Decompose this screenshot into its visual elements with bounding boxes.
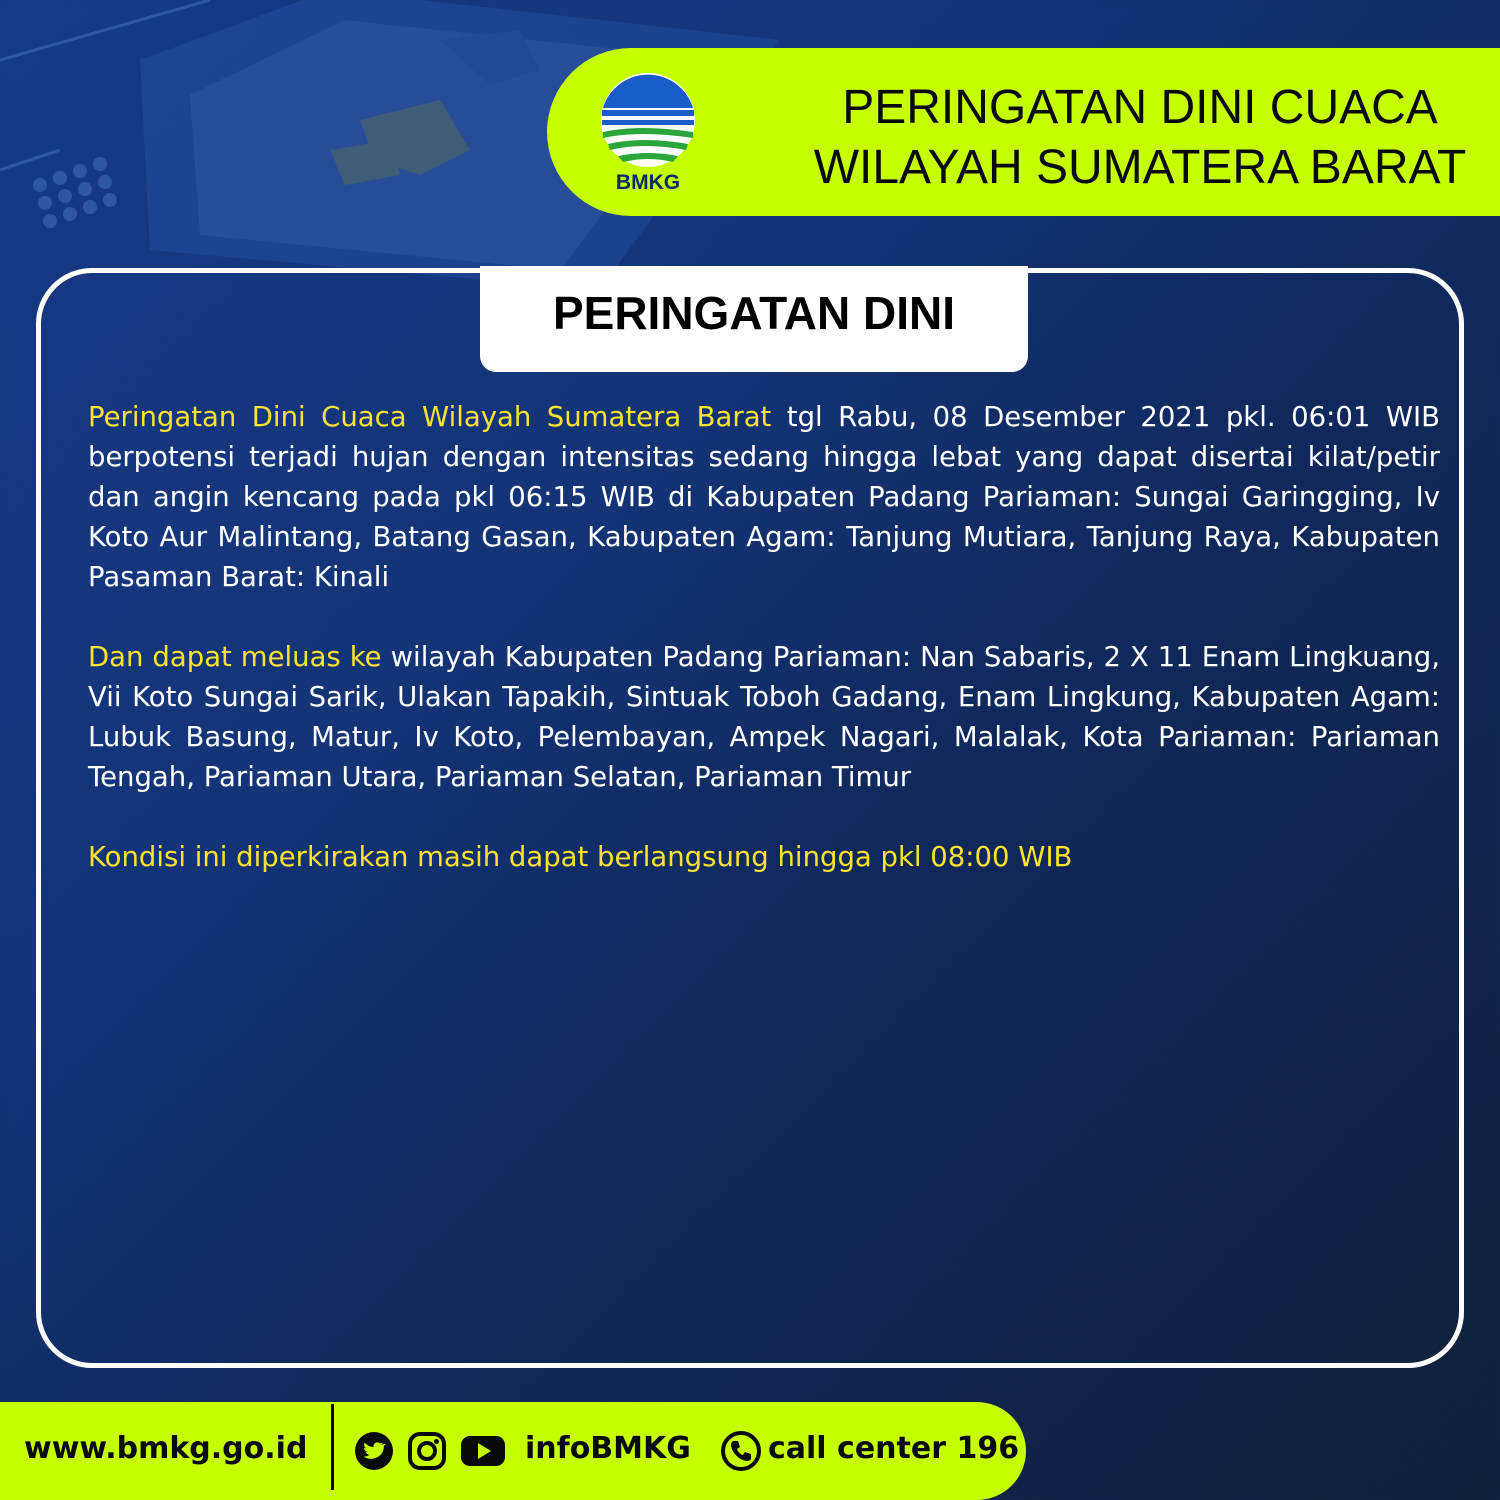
header-title-line2: WILAYAH SUMATERA BARAT — [813, 141, 1467, 194]
bmkg-logo — [598, 68, 698, 198]
paragraph-2-text: wilayah Kabupaten Padang Pariaman: Nan Sabaris, 2 X 11 Enam Lingkuang, Vii Koto Sungai Sarik, Ulakan Tapakih, Sintuak Toboh Gadang, Enam Lingkung, Kabupaten Agam: Lubuk Basung, Matur, Iv Koto, Pelembayan, Ampek Nagari, Malalak, Kota Pariaman: Pariaman Tengah, Pariaman Utara, Pariaman Selatan, Pariaman Timur — [88, 641, 1440, 793]
social-handle[interactable]: infoBMKG — [525, 1431, 691, 1466]
phone-icon[interactable] — [721, 1431, 761, 1471]
header-title — [800, 78, 1480, 198]
paragraph-1-text: tgl Rabu, 08 Desember 2021 pkl. 06:01 WIB berpotensi terjadi hujan dengan intensitas sedang hingga lebat yang dapat disertai kilat/petir dan angin kencang pada pkl 06:15 WIB di Kabupaten Padang Pariaman: Sungai Garingging, Iv Koto Aur Malintang, Batang Gasan, Kabupaten Agam: Tanjung Mutiara, Tanjung Raya, Kabupaten Pasaman Barat: Kinali — [88, 401, 1440, 593]
warning-paragraph-1 — [88, 397, 1440, 597]
twitter-icon[interactable] — [354, 1431, 394, 1471]
warning-paragraph-2 — [88, 637, 1440, 797]
warning-paragraph-3 — [88, 837, 1440, 877]
card-title: PERINGATAN DINI — [552, 287, 956, 339]
call-center-text[interactable]: call center 196 — [768, 1431, 1020, 1466]
youtube-icon[interactable] — [460, 1431, 506, 1471]
footer-divider — [331, 1404, 334, 1490]
website-link[interactable]: www.bmkg.go.id — [24, 1431, 308, 1466]
instagram-icon[interactable] — [407, 1431, 447, 1471]
warning-body — [88, 397, 1440, 917]
paragraph-1-highlight: Peringatan Dini Cuaca Wilayah Sumatera Barat — [88, 401, 772, 433]
paragraph-3-highlight: Kondisi ini diperkirakan masih dapat berlangsung hingga pkl 08:00 WIB — [88, 841, 1073, 873]
paragraph-2-highlight: Dan dapat meluas ke — [88, 641, 382, 673]
header-title-line1: PERINGATAN DINI CUACA — [842, 81, 1438, 134]
svg-text:BMKG: BMKG — [615, 171, 681, 194]
